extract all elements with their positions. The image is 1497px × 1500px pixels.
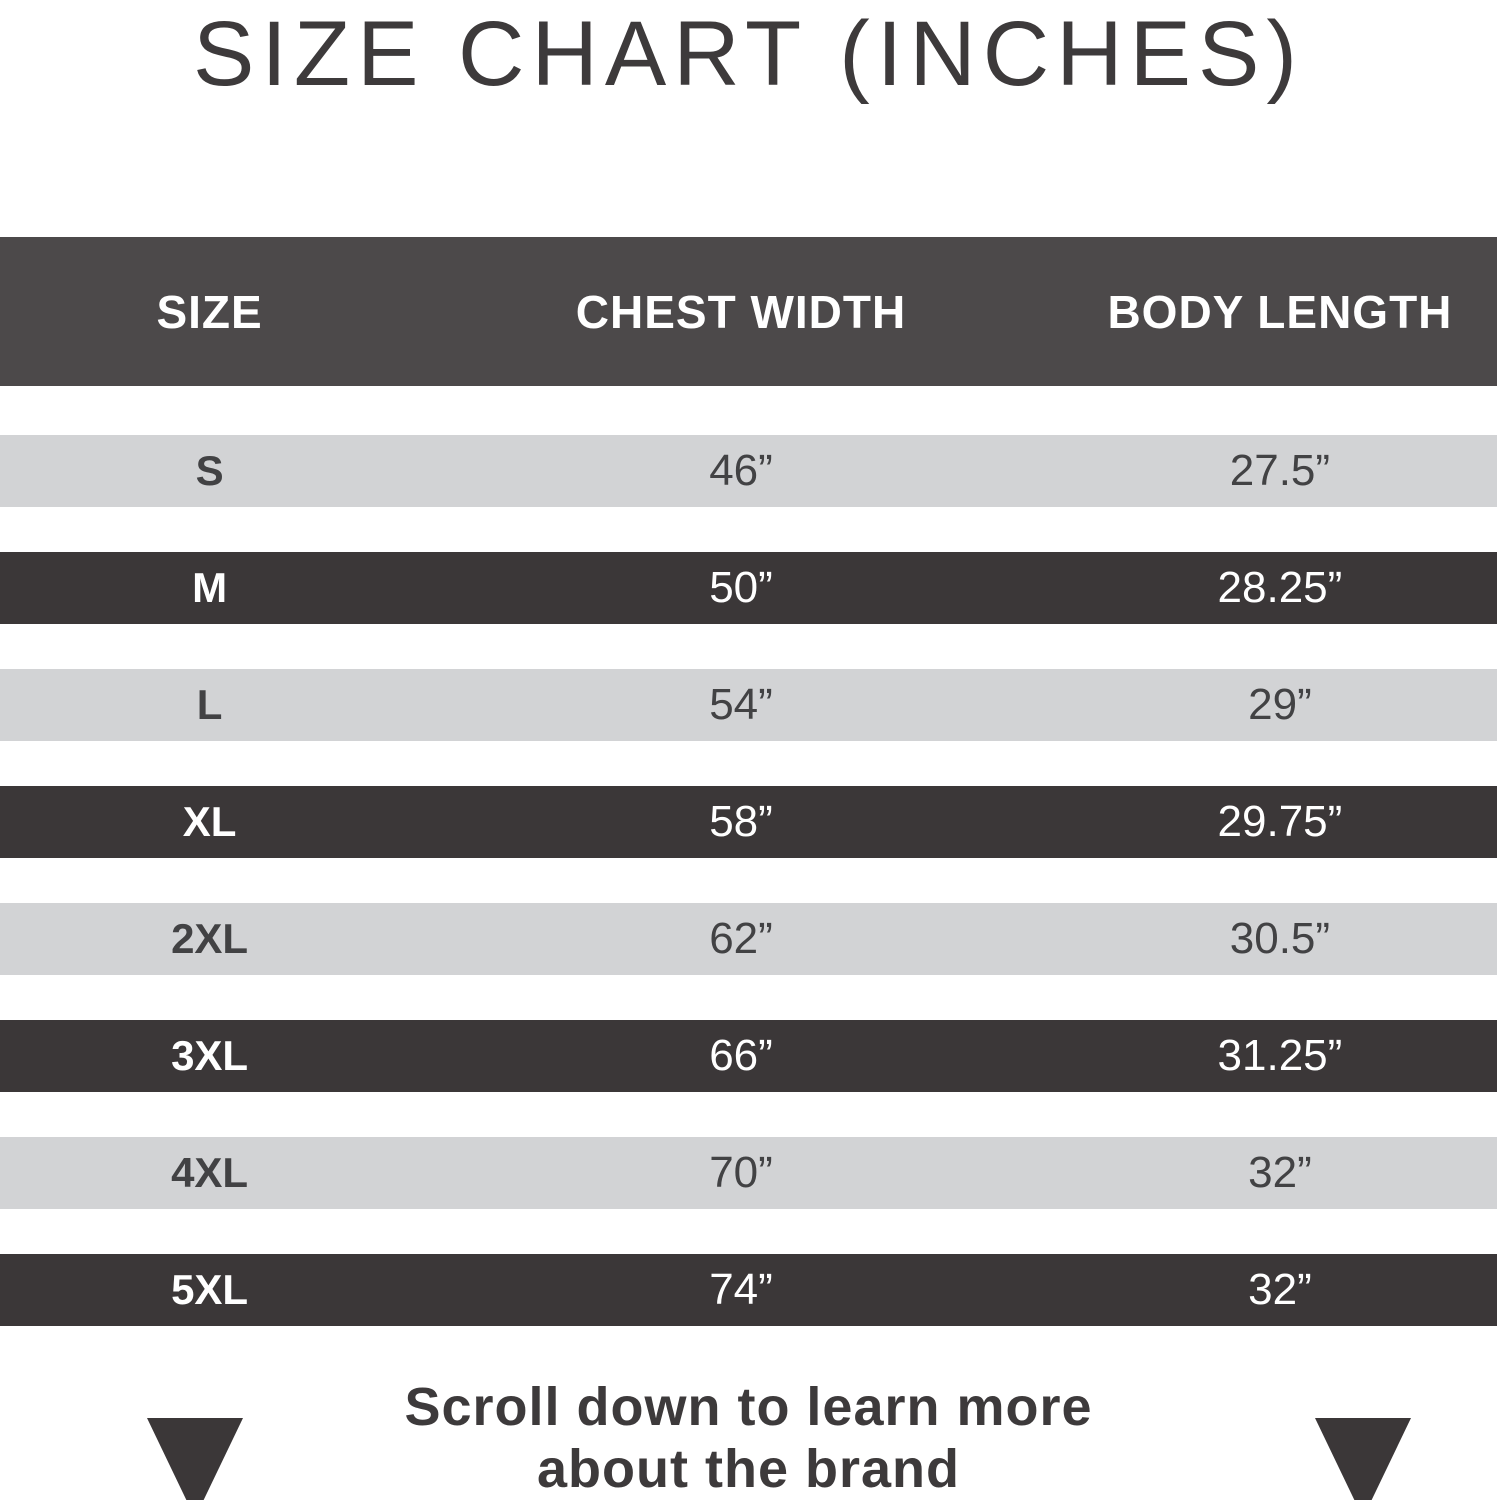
table-row-l: [0, 669, 1497, 741]
column-header-chest-width: CHEST WIDTH: [575, 285, 907, 338]
table-row-s: [0, 435, 1497, 507]
chest-width-cell: 62”: [709, 914, 773, 963]
chest-width-cell: 54”: [709, 680, 773, 729]
body-length-cell: 28.25”: [1217, 563, 1343, 612]
body-length-cell: 32”: [1248, 1265, 1312, 1314]
size-cell: 5XL: [171, 1266, 249, 1313]
table-row-m: [0, 552, 1497, 624]
body-length-cell: 29.75”: [1217, 797, 1343, 846]
scroll-down-left-triangle-icon: [147, 1418, 243, 1500]
body-length-cell: 30.5”: [1229, 914, 1331, 963]
body-length-cell: 27.5”: [1229, 446, 1331, 495]
table-row-4xl: [0, 1137, 1497, 1209]
chest-width-cell: 46”: [709, 446, 773, 495]
body-length-cell: 32”: [1248, 1148, 1312, 1197]
column-header-size: SIZE: [156, 285, 263, 338]
table-header-row: [0, 237, 1497, 386]
table-row-2xl: [0, 903, 1497, 975]
page-title: SIZE CHART (INCHES): [192, 3, 1305, 105]
body-length-cell: 31.25”: [1217, 1031, 1343, 1080]
table-row-3xl: [0, 1020, 1497, 1092]
chest-width-cell: 66”: [709, 1031, 773, 1080]
table-row-xl: [0, 786, 1497, 858]
size-cell: M: [192, 564, 228, 611]
size-cell: L: [196, 681, 223, 728]
column-header-body-length: BODY LENGTH: [1107, 285, 1453, 338]
scroll-down-right-triangle-icon: [1315, 1418, 1411, 1500]
footer-caption-line2: about the brand: [537, 1439, 960, 1499]
table-row-5xl: [0, 1254, 1497, 1326]
chest-width-cell: 74”: [709, 1265, 773, 1314]
size-cell: 2XL: [171, 915, 249, 962]
size-cell: 3XL: [171, 1032, 249, 1079]
body-length-cell: 29”: [1248, 680, 1312, 729]
chest-width-cell: 58”: [709, 797, 773, 846]
size-cell: 4XL: [171, 1149, 249, 1196]
chest-width-cell: 70”: [709, 1148, 773, 1197]
size-cell: S: [195, 447, 224, 494]
table-body: [0, 435, 1497, 1371]
footer-caption-line1: Scroll down to learn more: [404, 1377, 1093, 1437]
chest-width-cell: 50”: [709, 563, 773, 612]
size-cell: XL: [182, 798, 237, 845]
